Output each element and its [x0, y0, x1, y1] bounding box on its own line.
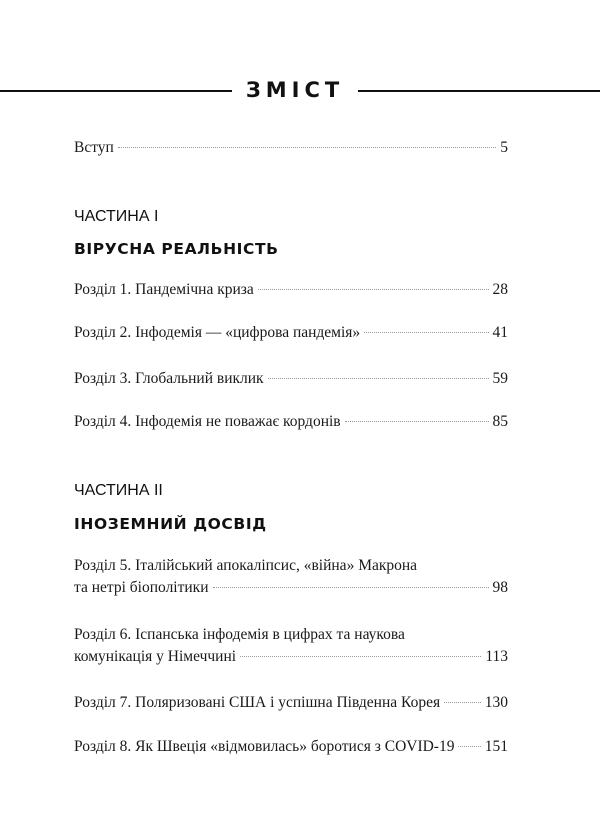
dot-leader — [258, 288, 489, 290]
toc-entry — [74, 692, 508, 714]
title-rule-right — [358, 90, 600, 92]
part-title: ВІРУСНА РЕАЛЬНІСТЬ — [74, 240, 279, 258]
entry-label-line1: Розділ 6. Іспанська інфодемія в цифрах та наукова — [74, 626, 405, 643]
dot-leader — [458, 745, 480, 747]
toc-entry-intro — [74, 137, 508, 159]
page-number: 41 — [492, 324, 508, 341]
part-label: ЧАСТИНА I — [74, 208, 159, 225]
dot-leader — [364, 331, 488, 333]
toc-entry — [74, 736, 508, 758]
entry-label-line2: та нетрі біополітики — [74, 579, 209, 596]
page-number: 28 — [492, 281, 508, 298]
page-number: 130 — [484, 694, 508, 711]
page-number: 59 — [492, 370, 508, 387]
dot-leader — [268, 377, 489, 379]
page-number: 5 — [500, 139, 508, 156]
entry-label: Розділ 2. Інфодемія — «цифрова пандемія» — [74, 324, 361, 341]
title-rule-left — [0, 90, 232, 92]
entry-label: Вступ — [74, 139, 114, 156]
entry-label: Розділ 1. Пандемічна криза — [74, 281, 254, 298]
toc-entry — [74, 368, 508, 390]
toc-entry — [74, 555, 508, 599]
entry-label: Розділ 8. Як Швеція «відмовилась» боротися з COVID-19 — [74, 738, 455, 755]
page-title: ЗМІСТ — [245, 78, 345, 102]
dot-leader — [444, 701, 481, 703]
toc-entry — [74, 279, 508, 301]
toc-entry — [74, 411, 508, 433]
dot-leader — [345, 420, 489, 422]
entry-label: Розділ 3. Глобальний виклик — [74, 370, 264, 387]
part-title: ІНОЗЕМНИЙ ДОСВІД — [74, 515, 267, 533]
dot-leader — [240, 655, 481, 657]
dot-leader — [213, 586, 489, 588]
entry-label: Розділ 4. Інфодемія не поважає кордонів — [74, 413, 341, 430]
entry-label-line2: комунікація у Німеччині — [74, 648, 237, 665]
part-label: ЧАСТИНА II — [74, 482, 163, 499]
page-number: 98 — [492, 579, 508, 596]
toc-entry — [74, 624, 508, 668]
page-number: 151 — [484, 738, 508, 755]
toc-header — [0, 78, 600, 104]
dot-leader — [118, 146, 496, 148]
entry-label: Розділ 7. Поляризовані США і успішна Південна Корея — [74, 694, 441, 711]
entry-label-line1: Розділ 5. Італійський апокаліпсис, «війна» Макрона — [74, 557, 418, 574]
page-number: 85 — [492, 413, 508, 430]
page-number: 113 — [485, 648, 508, 665]
toc-entry — [74, 322, 508, 344]
